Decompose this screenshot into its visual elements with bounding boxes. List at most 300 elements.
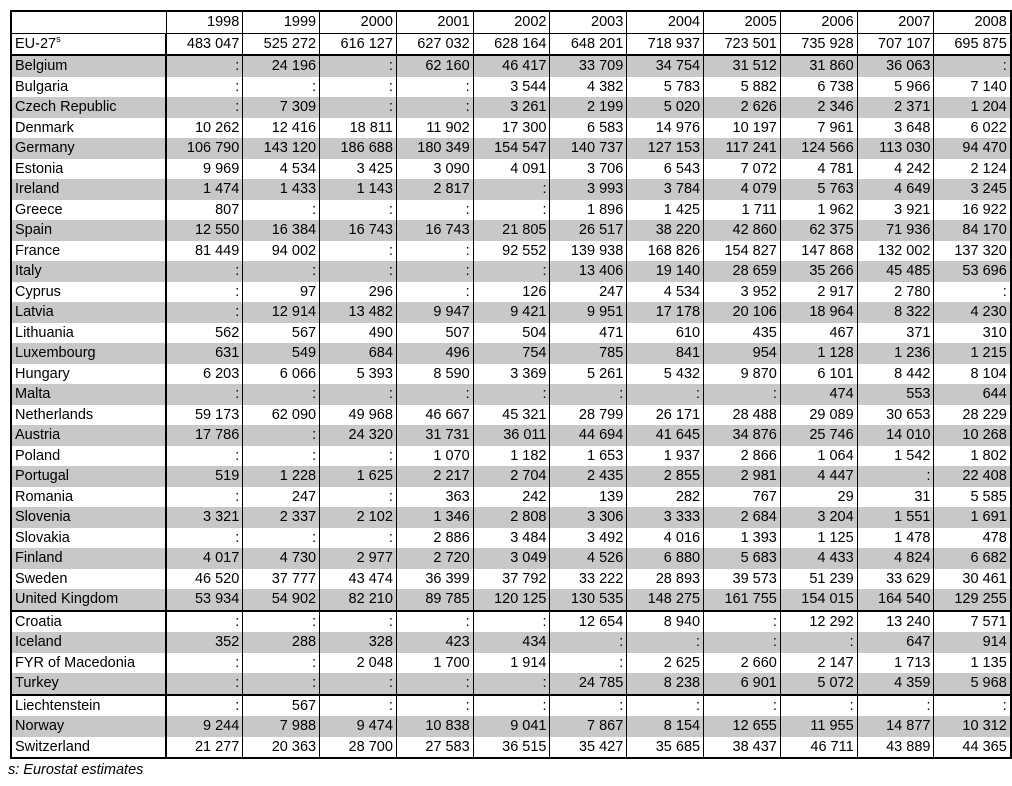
table-cell: 7 571 [934, 611, 1011, 633]
table-cell: : [473, 384, 550, 405]
table-cell: 2 199 [550, 97, 627, 118]
table-cell: 1 236 [857, 343, 934, 364]
table-cell: 34 876 [704, 425, 781, 446]
row-label: United Kingdom [11, 589, 166, 611]
table-cell: : [473, 200, 550, 221]
table-cell: 562 [166, 323, 243, 344]
table-cell: 3 306 [550, 507, 627, 528]
table-cell: 22 408 [934, 466, 1011, 487]
column-header-year: 1998 [166, 11, 243, 33]
table-cell: 35 427 [550, 737, 627, 759]
table-row [11, 405, 1011, 426]
table-cell: 34 754 [627, 55, 704, 77]
table-cell: 496 [396, 343, 473, 364]
table-cell: 2 780 [857, 282, 934, 303]
table-cell: : [473, 695, 550, 717]
table-row [11, 55, 1011, 77]
table-cell: 1 802 [934, 446, 1011, 467]
table-cell: 129 255 [934, 589, 1011, 611]
table-cell: 5 261 [550, 364, 627, 385]
table-cell: 26 171 [627, 405, 704, 426]
table-cell: : [320, 611, 397, 633]
table-cell: 553 [857, 384, 934, 405]
table-cell: : [396, 77, 473, 98]
table-cell: : [627, 632, 704, 653]
table-cell: : [243, 528, 320, 549]
table-cell: 46 520 [166, 569, 243, 590]
table-cell: 143 120 [243, 138, 320, 159]
table-cell: 6 901 [704, 673, 781, 695]
table-cell: : [243, 446, 320, 467]
table-cell: 1 425 [627, 200, 704, 221]
table-cell: 168 826 [627, 241, 704, 262]
table-cell: 139 938 [550, 241, 627, 262]
table-cell: 1 433 [243, 179, 320, 200]
table-cell: : [320, 261, 397, 282]
table-cell: 2 855 [627, 466, 704, 487]
table-cell: 1 393 [704, 528, 781, 549]
table-cell: 684 [320, 343, 397, 364]
table-cell: 647 [857, 632, 934, 653]
table-cell: 7 961 [780, 118, 857, 139]
table-cell: 4 230 [934, 302, 1011, 323]
table-cell: 2 981 [704, 466, 781, 487]
table-cell: 4 534 [243, 159, 320, 180]
table-cell: 9 951 [550, 302, 627, 323]
table-cell: 4 091 [473, 159, 550, 180]
table-cell: 467 [780, 323, 857, 344]
table-cell: 247 [243, 487, 320, 508]
table-cell: : [320, 200, 397, 221]
table-cell: 4 447 [780, 466, 857, 487]
table-cell: 1 691 [934, 507, 1011, 528]
table-cell: 43 889 [857, 737, 934, 759]
table-cell: 53 934 [166, 589, 243, 611]
table-cell: 97 [243, 282, 320, 303]
table-cell: 490 [320, 323, 397, 344]
column-header-year: 2006 [780, 11, 857, 33]
row-label: Latvia [11, 302, 166, 323]
table-cell: 8 322 [857, 302, 934, 323]
table-cell: 26 517 [550, 220, 627, 241]
table-row [11, 179, 1011, 200]
table-cell: 5 393 [320, 364, 397, 385]
table-cell: : [166, 653, 243, 674]
table-cell: 113 030 [857, 138, 934, 159]
table-cell: 31 860 [780, 55, 857, 77]
table-cell: 7 867 [550, 716, 627, 737]
table-cell: : [780, 632, 857, 653]
table-cell: 30 461 [934, 569, 1011, 590]
table-cell: 7 309 [243, 97, 320, 118]
row-label: Belgium [11, 55, 166, 77]
table-cell: : [166, 302, 243, 323]
table-cell: 1 064 [780, 446, 857, 467]
table-cell: 6 583 [550, 118, 627, 139]
row-label: Switzerland [11, 737, 166, 759]
table-cell: : [166, 446, 243, 467]
table-row [11, 97, 1011, 118]
table-cell: 483 047 [166, 33, 243, 55]
table-cell: 94 002 [243, 241, 320, 262]
table-cell: 12 655 [704, 716, 781, 737]
table-cell: 28 659 [704, 261, 781, 282]
table-cell: 6 022 [934, 118, 1011, 139]
table-cell: 723 501 [704, 33, 781, 55]
table-row [11, 220, 1011, 241]
table-cell: 44 365 [934, 737, 1011, 759]
table-cell: 3 784 [627, 179, 704, 200]
table-cell: 36 011 [473, 425, 550, 446]
table-cell: 3 648 [857, 118, 934, 139]
table-cell: 352 [166, 632, 243, 653]
table-cell: : [166, 611, 243, 633]
table-cell: 4 017 [166, 548, 243, 569]
table-cell: 478 [934, 528, 1011, 549]
table-row [11, 466, 1011, 487]
row-label: Croatia [11, 611, 166, 633]
table-row [11, 302, 1011, 323]
table-cell: 3 425 [320, 159, 397, 180]
table-cell: 3 492 [550, 528, 627, 549]
column-header-year: 2005 [704, 11, 781, 33]
table-row [11, 737, 1011, 759]
table-cell: 46 417 [473, 55, 550, 77]
table-cell: 2 102 [320, 507, 397, 528]
table-cell: 9 474 [320, 716, 397, 737]
table-cell: : [550, 632, 627, 653]
table-cell: 35 266 [780, 261, 857, 282]
table-row [11, 673, 1011, 695]
table-cell: 1 896 [550, 200, 627, 221]
table-cell: : [320, 97, 397, 118]
table-cell: : [320, 673, 397, 695]
table-cell: 5 432 [627, 364, 704, 385]
table-cell: 37 777 [243, 569, 320, 590]
table-cell: 127 153 [627, 138, 704, 159]
column-header-year: 2007 [857, 11, 934, 33]
table-cell: 71 936 [857, 220, 934, 241]
table-row [11, 653, 1011, 674]
table-cell: 1 478 [857, 528, 934, 549]
row-label: Norway [11, 716, 166, 737]
table-cell: 11 902 [396, 118, 473, 139]
table-cell: 754 [473, 343, 550, 364]
table-cell: 1 228 [243, 466, 320, 487]
table-cell: 616 127 [320, 33, 397, 55]
table-cell: 20 106 [704, 302, 781, 323]
table-cell: : [243, 611, 320, 633]
table-cell: 45 321 [473, 405, 550, 426]
table-cell: : [627, 384, 704, 405]
table-cell: 45 485 [857, 261, 934, 282]
table-cell: 4 242 [857, 159, 934, 180]
table-cell: 27 583 [396, 737, 473, 759]
estimate-flag: s [56, 33, 61, 44]
table-cell: 644 [934, 384, 1011, 405]
data-table [10, 10, 1012, 759]
table-cell: 2 660 [704, 653, 781, 674]
row-label: Luxembourg [11, 343, 166, 364]
table-row [11, 261, 1011, 282]
table-cell: 126 [473, 282, 550, 303]
table-cell: 242 [473, 487, 550, 508]
table-cell: 36 515 [473, 737, 550, 759]
table-cell: 2 704 [473, 466, 550, 487]
table-cell: 84 170 [934, 220, 1011, 241]
table-cell: 24 196 [243, 55, 320, 77]
table-cell: 9 244 [166, 716, 243, 737]
table-cell: 1 474 [166, 179, 243, 200]
table-cell: 5 966 [857, 77, 934, 98]
table-cell: 1 551 [857, 507, 934, 528]
table-cell: : [396, 384, 473, 405]
table-cell: 4 824 [857, 548, 934, 569]
table-cell: 33 629 [857, 569, 934, 590]
table-cell: 8 104 [934, 364, 1011, 385]
table-cell: 6 682 [934, 548, 1011, 569]
row-label: Estonia [11, 159, 166, 180]
table-cell: 8 442 [857, 364, 934, 385]
table-cell: : [243, 261, 320, 282]
table-cell: 567 [243, 695, 320, 717]
row-label: Romania [11, 487, 166, 508]
table-cell: 1 914 [473, 653, 550, 674]
table-cell: 28 799 [550, 405, 627, 426]
table-cell: 154 547 [473, 138, 550, 159]
table-cell: 3 993 [550, 179, 627, 200]
table-cell: 12 654 [550, 611, 627, 633]
row-label: Cyprus [11, 282, 166, 303]
table-row [11, 138, 1011, 159]
table-cell: 2 371 [857, 97, 934, 118]
table-cell: 31 512 [704, 55, 781, 77]
table-cell: 11 955 [780, 716, 857, 737]
table-cell: : [320, 695, 397, 717]
table-cell: 186 688 [320, 138, 397, 159]
table-cell: : [166, 487, 243, 508]
table-cell: 29 [780, 487, 857, 508]
table-cell: 2 217 [396, 466, 473, 487]
table-cell: 435 [704, 323, 781, 344]
table-cell: 42 860 [704, 220, 781, 241]
row-label: Poland [11, 446, 166, 467]
table-cell: 17 178 [627, 302, 704, 323]
table-cell: 3 544 [473, 77, 550, 98]
row-label: Hungary [11, 364, 166, 385]
table-cell: 3 921 [857, 200, 934, 221]
table-cell: 16 743 [396, 220, 473, 241]
column-header-year: 2001 [396, 11, 473, 33]
table-cell: 13 482 [320, 302, 397, 323]
table-row [11, 323, 1011, 344]
table-row [11, 695, 1011, 717]
table-cell: 5 585 [934, 487, 1011, 508]
table-cell: 132 002 [857, 241, 934, 262]
table-cell: 954 [704, 343, 781, 364]
row-label: Bulgaria [11, 77, 166, 98]
table-cell: 707 107 [857, 33, 934, 55]
table-cell: 9 421 [473, 302, 550, 323]
column-header-year: 2003 [550, 11, 627, 33]
table-cell: : [550, 653, 627, 674]
table-cell: 164 540 [857, 589, 934, 611]
table-row [11, 282, 1011, 303]
table-cell: 43 474 [320, 569, 397, 590]
table-cell: 1 182 [473, 446, 550, 467]
table-cell: 89 785 [396, 589, 473, 611]
table-cell: : [396, 97, 473, 118]
table-cell: 1 937 [627, 446, 704, 467]
row-label: Slovenia [11, 507, 166, 528]
table-cell: 4 534 [627, 282, 704, 303]
table-cell: 4 526 [550, 548, 627, 569]
row-label: Portugal [11, 466, 166, 487]
table-cell: 4 359 [857, 673, 934, 695]
table-cell: 3 245 [934, 179, 1011, 200]
table-cell: : [320, 55, 397, 77]
eu-total-row [11, 33, 1011, 55]
column-header-year: 1999 [243, 11, 320, 33]
table-cell: : [396, 200, 473, 221]
table-cell: 46 667 [396, 405, 473, 426]
table-cell: 8 154 [627, 716, 704, 737]
table-cell: 4 730 [243, 548, 320, 569]
table-cell: 3 333 [627, 507, 704, 528]
table-cell: 6 738 [780, 77, 857, 98]
table-cell: 5 882 [704, 77, 781, 98]
table-cell: 2 817 [396, 179, 473, 200]
table-cell: 1 125 [780, 528, 857, 549]
table-row [11, 528, 1011, 549]
row-label: Finland [11, 548, 166, 569]
table-cell: 2 337 [243, 507, 320, 528]
table-cell: 10 262 [166, 118, 243, 139]
table-cell: 36 399 [396, 569, 473, 590]
table-cell: 6 543 [627, 159, 704, 180]
table-cell: 718 937 [627, 33, 704, 55]
table-cell: 3 204 [780, 507, 857, 528]
table-cell: : [396, 282, 473, 303]
row-label: Spain [11, 220, 166, 241]
table-cell: 328 [320, 632, 397, 653]
eu-label: EU-27 [15, 35, 57, 52]
table-cell: 37 792 [473, 569, 550, 590]
table-cell: : [243, 653, 320, 674]
table-cell: : [243, 673, 320, 695]
table-cell: 3 261 [473, 97, 550, 118]
table-cell: : [473, 611, 550, 633]
table-cell: 130 535 [550, 589, 627, 611]
table-cell: 4 016 [627, 528, 704, 549]
table-cell: 5 763 [780, 179, 857, 200]
table-cell: : [166, 528, 243, 549]
table-cell: : [704, 632, 781, 653]
table-cell: 5 783 [627, 77, 704, 98]
table-cell: 504 [473, 323, 550, 344]
table-cell: 12 914 [243, 302, 320, 323]
table-cell: 82 210 [320, 589, 397, 611]
table-cell: : [550, 384, 627, 405]
table-cell: 841 [627, 343, 704, 364]
table-cell: 8 238 [627, 673, 704, 695]
table-cell: 24 320 [320, 425, 397, 446]
table-row [11, 200, 1011, 221]
table-row [11, 507, 1011, 528]
table-cell: : [780, 695, 857, 717]
table-cell: 2 626 [704, 97, 781, 118]
table-cell: : [320, 241, 397, 262]
table-cell: 36 063 [857, 55, 934, 77]
table-cell: 38 437 [704, 737, 781, 759]
table-cell: 549 [243, 343, 320, 364]
row-label: Turkey [11, 673, 166, 695]
table-row [11, 425, 1011, 446]
table-cell: 519 [166, 466, 243, 487]
table-cell: 4 781 [780, 159, 857, 180]
table-cell: : [396, 611, 473, 633]
table-cell: 767 [704, 487, 781, 508]
table-cell: 62 090 [243, 405, 320, 426]
row-label: Malta [11, 384, 166, 405]
table-cell: 31 731 [396, 425, 473, 446]
table-cell: 1 653 [550, 446, 627, 467]
table-cell: 3 321 [166, 507, 243, 528]
table-cell: 567 [243, 323, 320, 344]
table-cell: 19 140 [627, 261, 704, 282]
table-cell: 39 573 [704, 569, 781, 590]
table-cell: 54 902 [243, 589, 320, 611]
table-cell: 1 346 [396, 507, 473, 528]
table-cell: : [396, 261, 473, 282]
table-cell: 296 [320, 282, 397, 303]
table-cell: 6 203 [166, 364, 243, 385]
table-cell: 7 988 [243, 716, 320, 737]
row-label: Ireland [11, 179, 166, 200]
table-cell: 4 079 [704, 179, 781, 200]
table-cell: 4 649 [857, 179, 934, 200]
table-cell: 14 010 [857, 425, 934, 446]
table-cell: 62 160 [396, 55, 473, 77]
table-cell: 140 737 [550, 138, 627, 159]
table-cell: 371 [857, 323, 934, 344]
table-cell: : [166, 97, 243, 118]
table-cell: 18 964 [780, 302, 857, 323]
table-cell: 3 706 [550, 159, 627, 180]
table-cell: 310 [934, 323, 1011, 344]
table-cell: 1 135 [934, 653, 1011, 674]
table-cell: : [627, 695, 704, 717]
table-cell: 2 886 [396, 528, 473, 549]
table-cell: 20 363 [243, 737, 320, 759]
table-cell: 33 222 [550, 569, 627, 590]
table-cell: 2 684 [704, 507, 781, 528]
table-cell: 41 645 [627, 425, 704, 446]
table-cell: : [320, 77, 397, 98]
header-corner [11, 11, 166, 33]
table-cell: 471 [550, 323, 627, 344]
table-cell: 120 125 [473, 589, 550, 611]
table-cell: 24 785 [550, 673, 627, 695]
table-cell: 4 433 [780, 548, 857, 569]
table-cell: : [934, 282, 1011, 303]
table-cell: 2 917 [780, 282, 857, 303]
table-cell: 12 292 [780, 611, 857, 633]
table-cell: : [396, 241, 473, 262]
row-label: Greece [11, 200, 166, 221]
table-cell: 10 838 [396, 716, 473, 737]
table-cell: 12 550 [166, 220, 243, 241]
